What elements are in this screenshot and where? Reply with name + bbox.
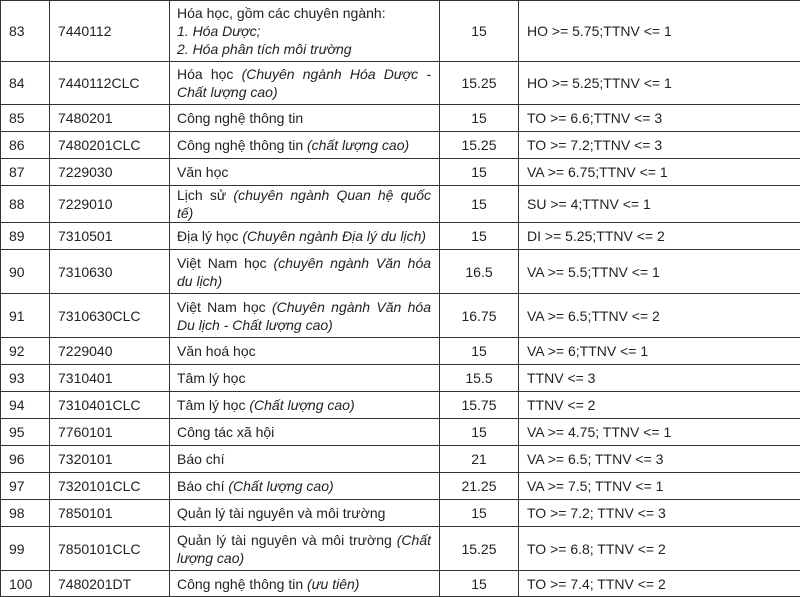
score-cell: 16.75 bbox=[440, 294, 519, 338]
score-cell: 15.25 bbox=[440, 62, 519, 105]
major-name: Việt Nam học bbox=[177, 299, 266, 315]
major-name: Báo chí bbox=[177, 451, 224, 467]
table-row bbox=[1, 571, 800, 597]
major-name: Văn học bbox=[177, 164, 228, 180]
criteria-cell: VA >= 7.5; TTNV <= 1 bbox=[519, 473, 800, 500]
criteria-cell: TTNV <= 2 bbox=[519, 392, 800, 419]
row-number-cell: 86 bbox=[1, 132, 50, 159]
major-name-cell bbox=[170, 186, 440, 223]
table-row bbox=[1, 392, 800, 419]
table-row bbox=[1, 132, 800, 159]
major-name: Văn hoá học bbox=[177, 343, 256, 359]
major-code-cell: 7760101 bbox=[50, 419, 170, 446]
score-cell: 15 bbox=[440, 223, 519, 250]
major-name: Công nghệ thông tin bbox=[177, 110, 303, 126]
major-name-cell bbox=[170, 159, 440, 186]
major-name-cell bbox=[170, 223, 440, 250]
table-body bbox=[1, 1, 800, 597]
major-note: (Chuyên ngành Văn hóa Du lịch - Chất lượng cao) bbox=[177, 299, 431, 333]
criteria-cell: TO >= 6.8; TTNV <= 2 bbox=[519, 527, 800, 571]
row-number-cell: 92 bbox=[1, 338, 50, 365]
major-name-cell bbox=[170, 473, 440, 500]
major-code-cell: 7229040 bbox=[50, 338, 170, 365]
major-note: (chuyên ngành Quan hệ quốc tế) bbox=[177, 187, 431, 221]
major-code-cell: 7850101CLC bbox=[50, 527, 170, 571]
major-code-cell: 7310401 bbox=[50, 365, 170, 392]
major-name: Công tác xã hội bbox=[177, 424, 274, 440]
row-number-cell: 96 bbox=[1, 446, 50, 473]
table-row bbox=[1, 365, 800, 392]
major-name: Việt Nam học bbox=[177, 255, 267, 271]
major-code-cell: 7310501 bbox=[50, 223, 170, 250]
major-name-cell bbox=[170, 446, 440, 473]
criteria-cell: TO >= 7.4; TTNV <= 2 bbox=[519, 571, 800, 597]
row-number-cell: 90 bbox=[1, 250, 50, 294]
major-code-cell: 7229030 bbox=[50, 159, 170, 186]
score-cell: 15 bbox=[440, 419, 519, 446]
major-name: Lịch sử bbox=[177, 187, 226, 203]
criteria-cell: TTNV <= 3 bbox=[519, 365, 800, 392]
table-row bbox=[1, 250, 800, 294]
score-cell: 16.5 bbox=[440, 250, 519, 294]
criteria-cell: VA >= 6.5;TTNV <= 2 bbox=[519, 294, 800, 338]
major-name: Địa lý học bbox=[177, 228, 238, 244]
score-cell: 21 bbox=[440, 446, 519, 473]
table-row bbox=[1, 338, 800, 365]
table-row bbox=[1, 294, 800, 338]
major-code-cell: 7310401CLC bbox=[50, 392, 170, 419]
table-row bbox=[1, 1, 800, 62]
criteria-cell: VA >= 6;TTNV <= 1 bbox=[519, 338, 800, 365]
table-row bbox=[1, 105, 800, 132]
score-cell: 15 bbox=[440, 186, 519, 223]
major-note: (Chất lượng cao) bbox=[228, 478, 333, 494]
row-number-cell: 99 bbox=[1, 527, 50, 571]
criteria-cell: TO >= 6.6;TTNV <= 3 bbox=[519, 105, 800, 132]
major-note: (Chất lượng cao) bbox=[249, 397, 354, 413]
row-number-cell: 89 bbox=[1, 223, 50, 250]
table-row bbox=[1, 62, 800, 105]
major-name-cell bbox=[170, 1, 440, 62]
score-cell: 15.75 bbox=[440, 392, 519, 419]
specialization-line: 1. Hóa Dược; bbox=[177, 23, 260, 39]
major-note: (chuyên ngành Văn hóa du lịch) bbox=[177, 255, 431, 289]
major-code-cell: 7310630 bbox=[50, 250, 170, 294]
table-row bbox=[1, 159, 800, 186]
criteria-cell: VA >= 5.5;TTNV <= 1 bbox=[519, 250, 800, 294]
criteria-cell: SU >= 4;TTNV <= 1 bbox=[519, 186, 800, 223]
major-name: Báo chí bbox=[177, 478, 224, 494]
criteria-cell: TO >= 7.2; TTNV <= 3 bbox=[519, 500, 800, 527]
major-name-cell bbox=[170, 105, 440, 132]
major-name: Tâm lý học bbox=[177, 397, 245, 413]
major-code-cell: 7310630CLC bbox=[50, 294, 170, 338]
major-name: Hóa học bbox=[177, 66, 233, 82]
row-number-cell: 91 bbox=[1, 294, 50, 338]
major-code-cell: 7440112CLC bbox=[50, 62, 170, 105]
major-name-cell bbox=[170, 62, 440, 105]
major-name-cell bbox=[170, 392, 440, 419]
major-name-cell bbox=[170, 527, 440, 571]
criteria-cell: VA >= 4.75; TTNV <= 1 bbox=[519, 419, 800, 446]
table-row bbox=[1, 473, 800, 500]
row-number-cell: 85 bbox=[1, 105, 50, 132]
major-code-cell: 7480201 bbox=[50, 105, 170, 132]
major-code-cell: 7440112 bbox=[50, 1, 170, 62]
criteria-cell: VA >= 6.5; TTNV <= 3 bbox=[519, 446, 800, 473]
major-note: (Chuyên ngành Địa lý du lịch) bbox=[242, 228, 426, 244]
row-number-cell: 95 bbox=[1, 419, 50, 446]
major-note: (Chuyên ngành Hóa Dược - Chất lượng cao) bbox=[177, 66, 431, 100]
major-code-cell: 7850101 bbox=[50, 500, 170, 527]
score-cell: 15.25 bbox=[440, 132, 519, 159]
major-name-cell bbox=[170, 294, 440, 338]
row-number-cell: 87 bbox=[1, 159, 50, 186]
score-cell: 15.5 bbox=[440, 365, 519, 392]
row-number-cell: 100 bbox=[1, 571, 50, 597]
major-name-cell bbox=[170, 419, 440, 446]
specialization-line: 2. Hóa phân tích môi trường bbox=[177, 41, 352, 57]
criteria-cell: VA >= 6.75;TTNV <= 1 bbox=[519, 159, 800, 186]
score-cell: 15 bbox=[440, 571, 519, 597]
table-row bbox=[1, 419, 800, 446]
major-name: Quản lý tài nguyên và môi trường bbox=[177, 532, 392, 548]
major-name-cell bbox=[170, 571, 440, 597]
score-cell: 21.25 bbox=[440, 473, 519, 500]
major-code-cell: 7229010 bbox=[50, 186, 170, 223]
major-name-cell bbox=[170, 132, 440, 159]
row-number-cell: 97 bbox=[1, 473, 50, 500]
major-code-cell: 7480201CLC bbox=[50, 132, 170, 159]
major-name: Quản lý tài nguyên và môi trường bbox=[177, 505, 385, 521]
major-name: Công nghệ thông tin bbox=[177, 576, 303, 592]
row-number-cell: 84 bbox=[1, 62, 50, 105]
row-number-cell: 88 bbox=[1, 186, 50, 223]
major-name-cell bbox=[170, 338, 440, 365]
criteria-cell: HO >= 5.75;TTNV <= 1 bbox=[519, 1, 800, 62]
major-code-cell: 7320101CLC bbox=[50, 473, 170, 500]
major-name: Công nghệ thông tin bbox=[177, 137, 303, 153]
table-row bbox=[1, 527, 800, 571]
major-name-cell bbox=[170, 250, 440, 294]
major-name-cell bbox=[170, 500, 440, 527]
score-cell: 15 bbox=[440, 338, 519, 365]
major-note: (Chất lượng cao) bbox=[177, 532, 431, 566]
major-note: (ưu tiên) bbox=[307, 576, 359, 592]
criteria-cell: TO >= 7.2;TTNV <= 3 bbox=[519, 132, 800, 159]
score-cell: 15 bbox=[440, 159, 519, 186]
table-row bbox=[1, 500, 800, 527]
criteria-cell: DI >= 5.25;TTNV <= 2 bbox=[519, 223, 800, 250]
score-cell: 15 bbox=[440, 105, 519, 132]
major-name-cell bbox=[170, 365, 440, 392]
row-number-cell: 94 bbox=[1, 392, 50, 419]
table-row bbox=[1, 446, 800, 473]
major-code-cell: 7320101 bbox=[50, 446, 170, 473]
major-note: (chất lượng cao) bbox=[307, 137, 409, 153]
major-name: Tâm lý học bbox=[177, 370, 245, 386]
row-number-cell: 93 bbox=[1, 365, 50, 392]
criteria-cell: HO >= 5.25;TTNV <= 1 bbox=[519, 62, 800, 105]
score-cell: 15 bbox=[440, 1, 519, 62]
score-cell: 15.25 bbox=[440, 527, 519, 571]
score-cell: 15 bbox=[440, 500, 519, 527]
row-number-cell: 83 bbox=[1, 1, 50, 62]
table-row bbox=[1, 223, 800, 250]
major-code-cell: 7480201DT bbox=[50, 571, 170, 597]
row-number-cell: 98 bbox=[1, 500, 50, 527]
table-row bbox=[1, 186, 800, 223]
major-name: Hóa học, gồm các chuyên ngành: bbox=[177, 5, 386, 21]
